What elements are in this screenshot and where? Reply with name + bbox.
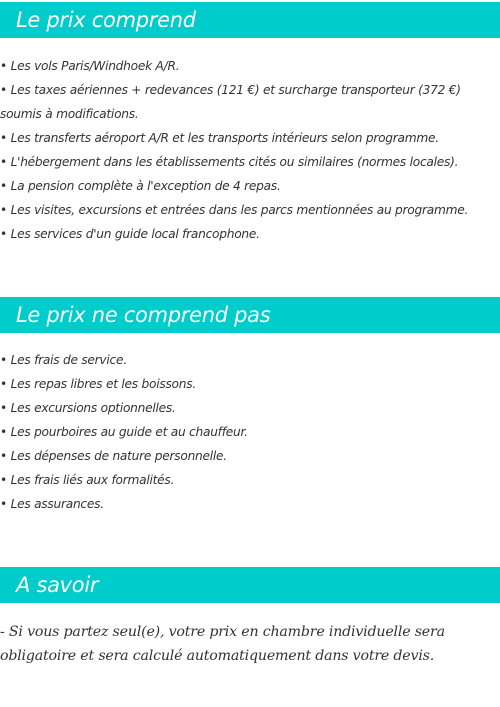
included-list	[0, 54, 500, 246]
section-title: Le prix ne comprend pas	[16, 303, 271, 327]
list-item: • Les assurances.	[0, 497, 104, 511]
list-item: • Les repas libres et les boissons.	[0, 377, 196, 391]
list-item: • Les pourboires au guide et au chauffeur.	[0, 425, 248, 439]
list-item: • Les frais de service.	[0, 353, 127, 367]
section-title: Le prix comprend	[16, 8, 196, 32]
excluded-list	[0, 348, 500, 516]
section-title: A savoir	[16, 573, 99, 597]
list-item: • Les excursions optionnelles.	[0, 401, 176, 415]
section-header-prix-ne-comprend-pas	[0, 297, 500, 333]
list-item: • L'hébergement dans les établissements cités ou similaires (normes locales).	[0, 155, 459, 169]
section-header-prix-comprend	[0, 2, 500, 38]
list-item: • Les services d'un guide local francophone.	[0, 227, 260, 241]
list-item: • Les dépenses de nature personnelle.	[0, 449, 227, 463]
section-header-a-savoir	[0, 567, 500, 603]
list-item: • Les frais liés aux formalités.	[0, 473, 175, 487]
list-item: • Les transferts aéroport A/R et les transports intérieurs selon programme.	[0, 131, 439, 145]
a-savoir-note: - Si vous partez seul(e), votre prix en chambre individuelle sera obligatoire et sera calculé automatiquement dans votre devis.	[0, 624, 445, 664]
list-item: • Les vols Paris/Windhoek A/R.	[0, 59, 180, 73]
list-item: • Les visites, excursions et entrées dans les parcs mentionnées au programme.	[0, 203, 469, 217]
list-item: • La pension complète à l'exception de 4 repas.	[0, 179, 281, 193]
list-item: • Les taxes aériennes + redevances (121 €) et surcharge transporteur (372 €) soumis à modifications.	[0, 83, 461, 121]
